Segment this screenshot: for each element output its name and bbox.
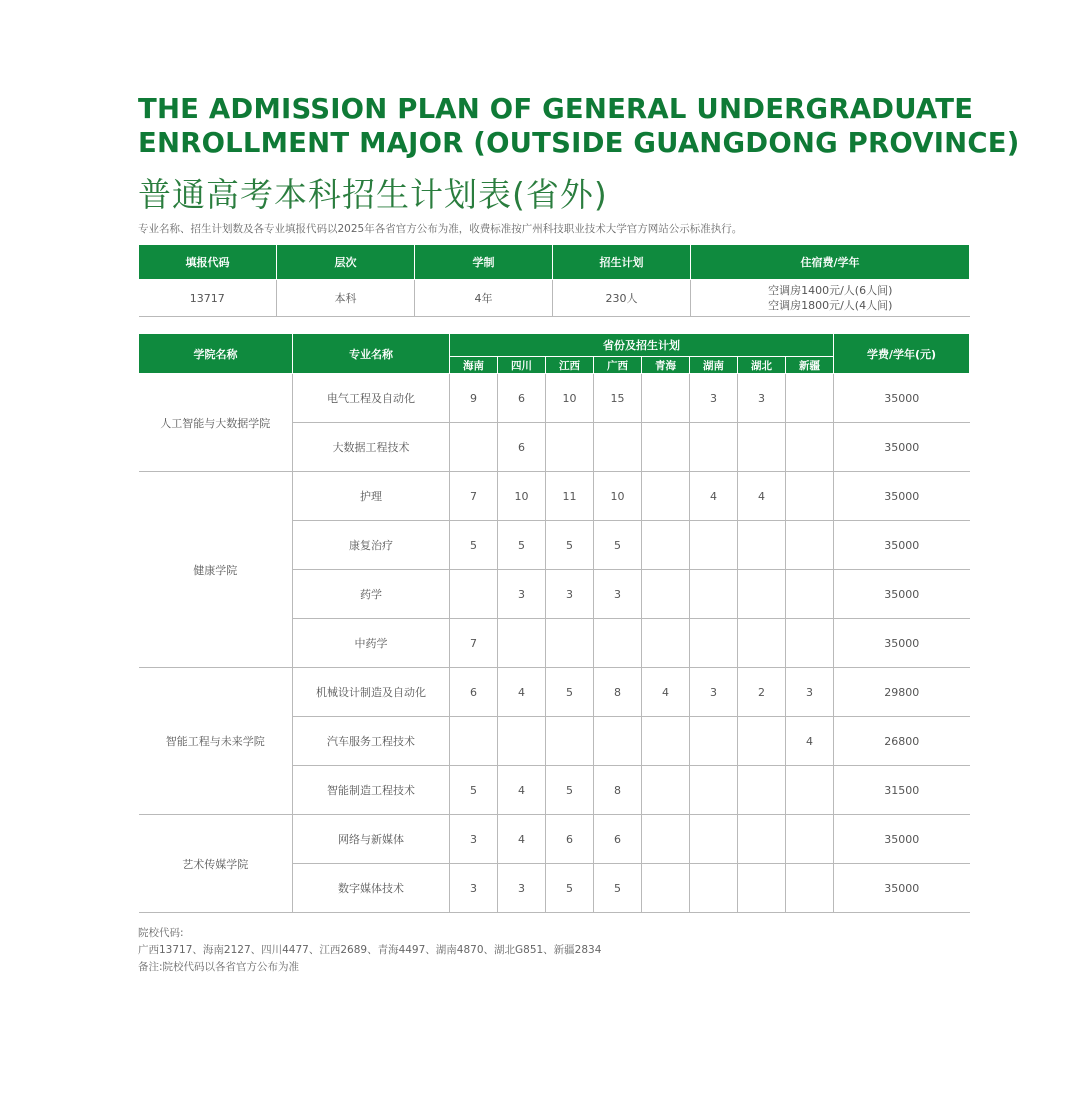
tuition-cell: 35000: [834, 521, 970, 570]
quota-cell: [786, 766, 834, 815]
header-level: 层次: [277, 245, 415, 280]
quota-cell: [498, 717, 546, 766]
basic-info-table: [138, 244, 970, 317]
quota-cell: [786, 570, 834, 619]
quota-cell: [738, 766, 786, 815]
quota-cell: [690, 423, 738, 472]
quota-cell: [690, 619, 738, 668]
province-header: 四川: [498, 357, 546, 374]
quota-cell: [642, 472, 690, 521]
quota-cell: 9: [450, 374, 498, 423]
quota-cell: [786, 864, 834, 913]
quota-cell: 6: [450, 668, 498, 717]
quota-cell: 5: [498, 521, 546, 570]
major-name: 数字媒体技术: [293, 864, 450, 913]
quota-cell: [594, 717, 642, 766]
quota-cell: 10: [594, 472, 642, 521]
quota-cell: [546, 619, 594, 668]
quota-cell: 10: [546, 374, 594, 423]
province-header: 湖南: [690, 357, 738, 374]
cell-dorm-fee: [691, 280, 970, 317]
province-header: 新疆: [786, 357, 834, 374]
major-name: 中药学: [293, 619, 450, 668]
quota-cell: 3: [498, 864, 546, 913]
quota-cell: 3: [690, 668, 738, 717]
quota-cell: 6: [594, 815, 642, 864]
quota-cell: 3: [450, 864, 498, 913]
quota-cell: 3: [546, 570, 594, 619]
quota-cell: [498, 619, 546, 668]
page-title-cn: 普通高考本科招生计划表(省外): [138, 175, 608, 214]
quota-cell: 5: [546, 668, 594, 717]
header-major: 专业名称: [293, 334, 450, 374]
quota-cell: 4: [690, 472, 738, 521]
quota-cell: [642, 717, 690, 766]
quota-cell: [690, 521, 738, 570]
footer-codes: 广西13717、海南2127、四川4477、江西2689、青海4497、湖南4870、湖北G851、新疆2834: [138, 944, 602, 956]
table-row: [139, 374, 970, 423]
quota-cell: 5: [594, 521, 642, 570]
quota-cell: 3: [786, 668, 834, 717]
college-name: 健康学院: [139, 472, 293, 668]
quota-cell: [786, 619, 834, 668]
page-title-en: [138, 92, 1020, 160]
quota-cell: 4: [498, 766, 546, 815]
quota-cell: 6: [498, 423, 546, 472]
quota-cell: 10: [498, 472, 546, 521]
quota-cell: [738, 864, 786, 913]
cell-code: 13717: [139, 280, 277, 317]
quota-cell: [642, 619, 690, 668]
title-en-line1: THE ADMISSION PLAN OF GENERAL UNDERGRADUATE: [138, 93, 974, 125]
quota-cell: [690, 766, 738, 815]
quota-cell: 8: [594, 668, 642, 717]
quota-cell: [738, 521, 786, 570]
major-name: 康复治疗: [293, 521, 450, 570]
quota-cell: 5: [594, 864, 642, 913]
dorm-fee-line2: 空调房1800元/人(4人间): [768, 299, 893, 312]
quota-cell: 3: [594, 570, 642, 619]
quota-cell: 2: [738, 668, 786, 717]
tuition-cell: 35000: [834, 472, 970, 521]
info-row: [139, 280, 970, 317]
title-en-line2: ENROLLMENT MAJOR (OUTSIDE GUANGDONG PROVINCE): [138, 127, 1020, 159]
footer-remark: 备注:院校代码以各省官方公布为准: [138, 961, 300, 973]
tuition-cell: 35000: [834, 864, 970, 913]
notice-text: 专业名称、招生计划数及各专业填报代码以2025年各省官方公布为准，收费标准按广州科技职业技术大学官方网站公示标准执行。: [138, 223, 743, 235]
quota-cell: [642, 521, 690, 570]
quota-cell: [738, 423, 786, 472]
quota-cell: 5: [546, 766, 594, 815]
quota-cell: [786, 374, 834, 423]
plan-body: [139, 374, 970, 913]
quota-cell: 4: [498, 815, 546, 864]
quota-cell: [594, 619, 642, 668]
quota-cell: 4: [786, 717, 834, 766]
header-code: 填报代码: [139, 245, 277, 280]
quota-cell: [786, 472, 834, 521]
quota-cell: 5: [450, 521, 498, 570]
quota-cell: 8: [594, 766, 642, 815]
major-name: 机械设计制造及自动化: [293, 668, 450, 717]
quota-cell: [786, 815, 834, 864]
header-tuition: 学费/学年(元): [834, 334, 970, 374]
college-name: 人工智能与大数据学院: [139, 374, 293, 472]
quota-cell: [642, 766, 690, 815]
major-name: 汽车服务工程技术: [293, 717, 450, 766]
quota-cell: [546, 717, 594, 766]
tuition-cell: 35000: [834, 815, 970, 864]
quota-cell: 4: [498, 668, 546, 717]
header-plan: 招生计划: [553, 245, 691, 280]
province-header: 江西: [546, 357, 594, 374]
tuition-cell: 35000: [834, 374, 970, 423]
header-dorm-fee: 住宿费/学年: [691, 245, 970, 280]
college-name: 智能工程与未来学院: [139, 668, 293, 815]
footer-label: 院校代码:: [138, 927, 184, 939]
quota-cell: 11: [546, 472, 594, 521]
quota-cell: 4: [642, 668, 690, 717]
tuition-cell: 35000: [834, 619, 970, 668]
quota-cell: 3: [690, 374, 738, 423]
quota-cell: 3: [738, 374, 786, 423]
quota-cell: 5: [546, 864, 594, 913]
cell-duration: 4年: [415, 280, 553, 317]
quota-cell: 6: [546, 815, 594, 864]
table-row: [139, 815, 970, 864]
quota-cell: 15: [594, 374, 642, 423]
quota-cell: 3: [450, 815, 498, 864]
tuition-cell: 29800: [834, 668, 970, 717]
quota-cell: [690, 570, 738, 619]
quota-cell: [450, 423, 498, 472]
cell-level: 本科: [277, 280, 415, 317]
province-header: 湖北: [738, 357, 786, 374]
quota-cell: [690, 864, 738, 913]
header-duration: 学制: [415, 245, 553, 280]
quota-cell: [594, 423, 642, 472]
info-header-row: [139, 245, 970, 280]
header-provinces: 省份及招生计划: [450, 334, 834, 357]
cell-plan: 230人: [553, 280, 691, 317]
quota-cell: 5: [546, 521, 594, 570]
quota-cell: [786, 521, 834, 570]
major-name: 智能制造工程技术: [293, 766, 450, 815]
quota-cell: 4: [738, 472, 786, 521]
major-name: 大数据工程技术: [293, 423, 450, 472]
major-name: 护理: [293, 472, 450, 521]
quota-cell: [690, 815, 738, 864]
quota-cell: [738, 717, 786, 766]
plan-header-row: [139, 334, 970, 357]
quota-cell: [642, 374, 690, 423]
dorm-fee-line1: 空调房1400元/人(6人间): [768, 284, 893, 297]
quota-cell: [690, 717, 738, 766]
header-college: 学院名称: [139, 334, 293, 374]
major-name: 网络与新媒体: [293, 815, 450, 864]
quota-cell: 7: [450, 472, 498, 521]
tuition-cell: 35000: [834, 570, 970, 619]
province-header: 海南: [450, 357, 498, 374]
tuition-cell: 35000: [834, 423, 970, 472]
quota-cell: [450, 570, 498, 619]
province-header: 青海: [642, 357, 690, 374]
quota-cell: [786, 423, 834, 472]
quota-cell: [642, 815, 690, 864]
quota-cell: [738, 619, 786, 668]
major-name: 电气工程及自动化: [293, 374, 450, 423]
footer: [138, 925, 601, 976]
tuition-cell: 26800: [834, 717, 970, 766]
quota-cell: 5: [450, 766, 498, 815]
quota-cell: [642, 570, 690, 619]
tuition-cell: 31500: [834, 766, 970, 815]
quota-cell: 6: [498, 374, 546, 423]
quota-cell: [642, 864, 690, 913]
table-row: [139, 472, 970, 521]
quota-cell: [738, 815, 786, 864]
major-name: 药学: [293, 570, 450, 619]
quota-cell: [642, 423, 690, 472]
quota-cell: 7: [450, 619, 498, 668]
province-header: 广西: [594, 357, 642, 374]
quota-cell: [738, 570, 786, 619]
table-row: [139, 668, 970, 717]
quota-cell: [546, 423, 594, 472]
college-name: 艺术传媒学院: [139, 815, 293, 913]
quota-cell: [450, 717, 498, 766]
enrollment-plan-table: [138, 333, 970, 913]
quota-cell: 3: [498, 570, 546, 619]
